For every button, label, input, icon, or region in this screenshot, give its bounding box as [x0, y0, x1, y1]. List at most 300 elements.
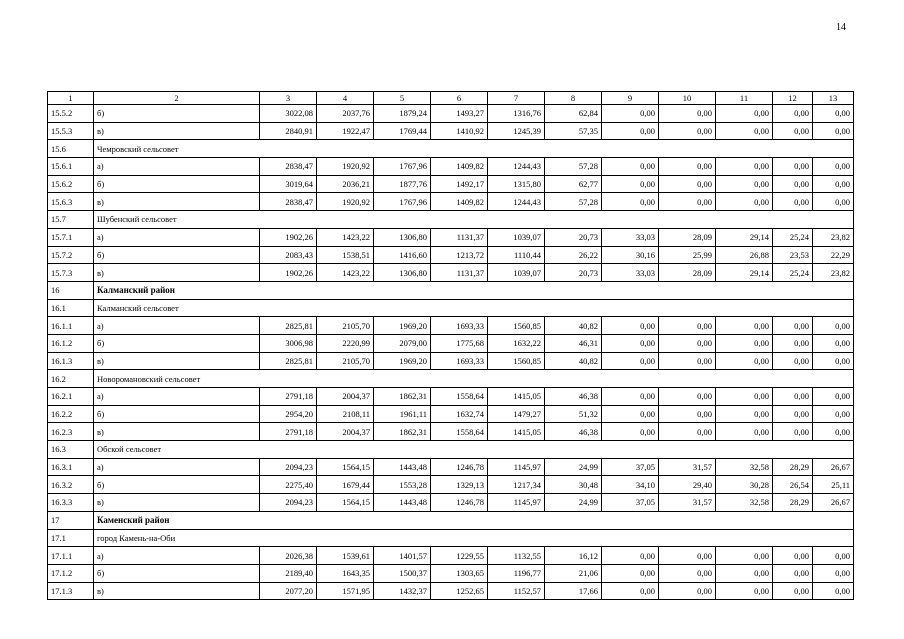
value-cell: 16,12 — [545, 547, 602, 565]
value-cell: 1767,96 — [374, 158, 431, 176]
row-code: 16.1.2 — [48, 334, 94, 352]
value-cell: 1492,17 — [431, 175, 488, 193]
value-cell: 2840,91 — [260, 122, 317, 140]
table-row — [48, 158, 854, 176]
table-row — [48, 405, 854, 423]
row-variant: в) — [94, 122, 260, 140]
value-cell: 26,22 — [545, 246, 602, 264]
value-cell: 1213,72 — [431, 246, 488, 264]
value-cell: 2189,40 — [260, 564, 317, 582]
value-cell: 2094,23 — [260, 494, 317, 512]
value-cell: 2083,43 — [260, 246, 317, 264]
value-cell: 46,38 — [545, 423, 602, 441]
value-cell: 1553,28 — [374, 476, 431, 494]
value-cell: 0,00 — [773, 158, 813, 176]
row-code: 17 — [48, 511, 94, 529]
value-cell: 2105,70 — [317, 317, 374, 335]
value-cell: 1423,22 — [317, 228, 374, 246]
column-header: 13 — [813, 92, 854, 105]
value-cell: 1479,27 — [488, 405, 545, 423]
section-row — [48, 140, 854, 158]
value-cell: 0,00 — [602, 352, 659, 370]
value-cell: 0,00 — [602, 405, 659, 423]
value-cell: 46,38 — [545, 388, 602, 406]
table-row — [48, 388, 854, 406]
page-number: 14 — [836, 22, 846, 33]
value-cell: 0,00 — [773, 122, 813, 140]
value-cell: 0,00 — [716, 405, 773, 423]
value-cell: 1303,65 — [431, 564, 488, 582]
section-row — [48, 281, 854, 299]
value-cell: 0,00 — [773, 105, 813, 123]
value-cell: 57,28 — [545, 193, 602, 211]
table-row — [48, 228, 854, 246]
section-row — [48, 211, 854, 229]
value-cell: 40,82 — [545, 352, 602, 370]
value-cell: 2791,18 — [260, 423, 317, 441]
value-cell: 1306,80 — [374, 264, 431, 282]
value-cell: 2838,47 — [260, 193, 317, 211]
value-cell: 3006,98 — [260, 334, 317, 352]
value-cell: 0,00 — [602, 122, 659, 140]
value-cell: 1131,37 — [431, 264, 488, 282]
value-cell: 17,66 — [545, 582, 602, 600]
value-cell: 31,57 — [659, 494, 716, 512]
value-cell: 2791,18 — [260, 388, 317, 406]
value-cell: 0,00 — [813, 423, 854, 441]
value-cell: 0,00 — [773, 317, 813, 335]
value-cell: 1229,55 — [431, 547, 488, 565]
value-cell: 1862,31 — [374, 388, 431, 406]
row-code: 16.3 — [48, 441, 94, 459]
section-title: Новоромановский сельсовет — [94, 370, 854, 388]
value-cell: 1132,55 — [488, 547, 545, 565]
value-cell: 1416,60 — [374, 246, 431, 264]
value-cell: 32,58 — [716, 494, 773, 512]
value-cell: 34,10 — [602, 476, 659, 494]
value-cell: 1217,34 — [488, 476, 545, 494]
table-row — [48, 122, 854, 140]
value-cell: 20,73 — [545, 228, 602, 246]
value-cell: 23,53 — [773, 246, 813, 264]
value-cell: 37,05 — [602, 458, 659, 476]
section-title: город Камень-на-Оби — [94, 529, 854, 547]
value-cell: 0,00 — [659, 105, 716, 123]
value-cell: 2079,00 — [374, 334, 431, 352]
table-row — [48, 564, 854, 582]
row-code: 16.1 — [48, 299, 94, 317]
value-cell: 20,73 — [545, 264, 602, 282]
value-cell: 1679,44 — [317, 476, 374, 494]
value-cell: 1969,20 — [374, 352, 431, 370]
value-cell: 1560,85 — [488, 317, 545, 335]
value-cell: 2077,20 — [260, 582, 317, 600]
row-code: 16.1.3 — [48, 352, 94, 370]
value-cell: 0,00 — [773, 405, 813, 423]
row-variant: а) — [94, 317, 260, 335]
section-row — [48, 370, 854, 388]
value-cell: 0,00 — [659, 158, 716, 176]
value-cell: 1922,47 — [317, 122, 374, 140]
table-row — [48, 423, 854, 441]
value-cell: 0,00 — [716, 582, 773, 600]
value-cell: 1693,33 — [431, 352, 488, 370]
column-header: 6 — [431, 92, 488, 105]
value-cell: 1401,57 — [374, 547, 431, 565]
row-code: 16.2.3 — [48, 423, 94, 441]
value-cell: 62,77 — [545, 175, 602, 193]
row-variant: в) — [94, 494, 260, 512]
value-cell: 29,40 — [659, 476, 716, 494]
value-cell: 1558,64 — [431, 388, 488, 406]
value-cell: 28,09 — [659, 228, 716, 246]
value-cell: 0,00 — [813, 388, 854, 406]
value-cell: 37,05 — [602, 494, 659, 512]
table-row — [48, 582, 854, 600]
row-code: 15.5.2 — [48, 105, 94, 123]
value-cell: 0,00 — [773, 193, 813, 211]
section-row — [48, 441, 854, 459]
value-cell: 0,00 — [813, 175, 854, 193]
value-cell: 1862,31 — [374, 423, 431, 441]
value-cell: 1315,80 — [488, 175, 545, 193]
table-row — [48, 334, 854, 352]
value-cell: 0,00 — [716, 175, 773, 193]
value-cell: 0,00 — [602, 317, 659, 335]
section-title: Калманский сельсовет — [94, 299, 854, 317]
value-cell: 0,00 — [813, 122, 854, 140]
value-cell: 0,00 — [659, 564, 716, 582]
value-cell: 0,00 — [813, 564, 854, 582]
value-cell: 1775,68 — [431, 334, 488, 352]
value-cell: 1244,43 — [488, 193, 545, 211]
value-cell: 0,00 — [773, 547, 813, 565]
row-code: 16.2.1 — [48, 388, 94, 406]
value-cell: 0,00 — [773, 334, 813, 352]
row-code: 16.2 — [48, 370, 94, 388]
tariff-table — [47, 91, 854, 600]
value-cell: 2954,20 — [260, 405, 317, 423]
value-cell: 1246,78 — [431, 494, 488, 512]
column-header: 5 — [374, 92, 431, 105]
value-cell: 0,00 — [716, 564, 773, 582]
value-cell: 1564,15 — [317, 458, 374, 476]
value-cell: 1564,15 — [317, 494, 374, 512]
value-cell: 57,35 — [545, 122, 602, 140]
value-cell: 0,00 — [659, 423, 716, 441]
table-row — [48, 458, 854, 476]
value-cell: 29,14 — [716, 264, 773, 282]
value-cell: 57,28 — [545, 158, 602, 176]
section-row — [48, 529, 854, 547]
value-cell: 26,54 — [773, 476, 813, 494]
value-cell: 1145,97 — [488, 494, 545, 512]
value-cell: 2026,38 — [260, 547, 317, 565]
value-cell: 0,00 — [716, 193, 773, 211]
column-header: 2 — [94, 92, 260, 105]
table-row — [48, 175, 854, 193]
value-cell: 1920,92 — [317, 193, 374, 211]
row-variant: б) — [94, 175, 260, 193]
value-cell: 28,29 — [773, 494, 813, 512]
value-cell: 2825,81 — [260, 352, 317, 370]
value-cell: 0,00 — [602, 158, 659, 176]
value-cell: 0,00 — [659, 547, 716, 565]
value-cell: 0,00 — [813, 193, 854, 211]
column-header: 7 — [488, 92, 545, 105]
value-cell: 0,00 — [602, 388, 659, 406]
value-cell: 0,00 — [659, 405, 716, 423]
value-cell: 1539,61 — [317, 547, 374, 565]
row-variant: в) — [94, 193, 260, 211]
value-cell: 26,67 — [813, 458, 854, 476]
value-cell: 22,29 — [813, 246, 854, 264]
value-cell: 1329,13 — [431, 476, 488, 494]
value-cell: 0,00 — [813, 352, 854, 370]
row-variant: а) — [94, 547, 260, 565]
row-code: 16.3.3 — [48, 494, 94, 512]
value-cell: 3019,64 — [260, 175, 317, 193]
value-cell: 29,14 — [716, 228, 773, 246]
value-cell: 1145,97 — [488, 458, 545, 476]
value-cell: 1316,76 — [488, 105, 545, 123]
value-cell: 1152,57 — [488, 582, 545, 600]
value-cell: 1500,37 — [374, 564, 431, 582]
value-cell: 1643,35 — [317, 564, 374, 582]
row-code: 16.2.2 — [48, 405, 94, 423]
table-row — [48, 105, 854, 123]
value-cell: 1423,22 — [317, 264, 374, 282]
value-cell: 62,84 — [545, 105, 602, 123]
value-cell: 1560,85 — [488, 352, 545, 370]
section-title: Шубенский сельсовет — [94, 211, 854, 229]
value-cell: 25,99 — [659, 246, 716, 264]
value-cell: 23,82 — [813, 228, 854, 246]
row-code: 15.5.3 — [48, 122, 94, 140]
value-cell: 2036,21 — [317, 175, 374, 193]
value-cell: 1558,64 — [431, 423, 488, 441]
value-cell: 1039,07 — [488, 264, 545, 282]
value-cell: 1902,26 — [260, 264, 317, 282]
value-cell: 0,00 — [716, 352, 773, 370]
row-code: 16.1.1 — [48, 317, 94, 335]
value-cell: 0,00 — [659, 193, 716, 211]
value-cell: 0,00 — [659, 175, 716, 193]
value-cell: 2220,99 — [317, 334, 374, 352]
row-code: 15.7 — [48, 211, 94, 229]
value-cell: 25,11 — [813, 476, 854, 494]
row-code: 17.1.2 — [48, 564, 94, 582]
value-cell: 1767,96 — [374, 193, 431, 211]
value-cell: 1632,22 — [488, 334, 545, 352]
section-row — [48, 299, 854, 317]
value-cell: 1306,80 — [374, 228, 431, 246]
row-variant: а) — [94, 228, 260, 246]
value-cell: 0,00 — [773, 423, 813, 441]
value-cell: 2275,40 — [260, 476, 317, 494]
value-cell: 1902,26 — [260, 228, 317, 246]
value-cell: 0,00 — [773, 582, 813, 600]
section-title: Обской сельсовет — [94, 441, 854, 459]
value-cell: 0,00 — [659, 352, 716, 370]
value-cell: 1879,24 — [374, 105, 431, 123]
value-cell: 0,00 — [602, 582, 659, 600]
value-cell: 1415,05 — [488, 388, 545, 406]
value-cell: 0,00 — [602, 547, 659, 565]
row-variant: б) — [94, 105, 260, 123]
table-row — [48, 193, 854, 211]
value-cell: 1571,95 — [317, 582, 374, 600]
row-code: 15.7.2 — [48, 246, 94, 264]
value-cell: 30,48 — [545, 476, 602, 494]
value-cell: 28,09 — [659, 264, 716, 282]
value-cell: 1969,20 — [374, 317, 431, 335]
value-cell: 1244,43 — [488, 158, 545, 176]
row-variant: б) — [94, 405, 260, 423]
value-cell: 1196,77 — [488, 564, 545, 582]
value-cell: 0,00 — [813, 405, 854, 423]
value-cell: 2825,81 — [260, 317, 317, 335]
row-code: 17.1.1 — [48, 547, 94, 565]
value-cell: 32,58 — [716, 458, 773, 476]
row-code: 16.3.2 — [48, 476, 94, 494]
row-variant: б) — [94, 564, 260, 582]
value-cell: 2838,47 — [260, 158, 317, 176]
table-row — [48, 317, 854, 335]
value-cell: 0,00 — [659, 122, 716, 140]
table-row — [48, 476, 854, 494]
column-header: 1 — [48, 92, 94, 105]
value-cell: 33,03 — [602, 264, 659, 282]
value-cell: 0,00 — [602, 105, 659, 123]
table-row — [48, 352, 854, 370]
value-cell: 0,00 — [716, 334, 773, 352]
value-cell: 25,24 — [773, 228, 813, 246]
value-cell: 0,00 — [659, 582, 716, 600]
value-cell: 0,00 — [602, 423, 659, 441]
value-cell: 0,00 — [773, 564, 813, 582]
column-header: 10 — [659, 92, 716, 105]
value-cell: 2004,37 — [317, 388, 374, 406]
row-variant: б) — [94, 334, 260, 352]
value-cell: 1693,33 — [431, 317, 488, 335]
value-cell: 28,29 — [773, 458, 813, 476]
value-cell: 21,06 — [545, 564, 602, 582]
value-cell: 26,88 — [716, 246, 773, 264]
value-cell: 24,99 — [545, 494, 602, 512]
value-cell: 0,00 — [813, 582, 854, 600]
row-code: 15.7.3 — [48, 264, 94, 282]
table-body — [48, 92, 854, 600]
value-cell: 1443,48 — [374, 494, 431, 512]
row-code: 16.3.1 — [48, 458, 94, 476]
value-cell: 0,00 — [659, 388, 716, 406]
value-cell: 0,00 — [659, 334, 716, 352]
value-cell: 1410,92 — [431, 122, 488, 140]
section-row — [48, 511, 854, 529]
value-cell: 2037,76 — [317, 105, 374, 123]
value-cell: 2094,23 — [260, 458, 317, 476]
value-cell: 31,57 — [659, 458, 716, 476]
value-cell: 23,82 — [813, 264, 854, 282]
value-cell: 1443,48 — [374, 458, 431, 476]
value-cell: 0,00 — [602, 193, 659, 211]
value-cell: 0,00 — [773, 175, 813, 193]
value-cell: 1039,07 — [488, 228, 545, 246]
value-cell: 0,00 — [602, 175, 659, 193]
value-cell: 51,32 — [545, 405, 602, 423]
row-variant: б) — [94, 476, 260, 494]
header-row — [48, 92, 854, 105]
value-cell: 1769,44 — [374, 122, 431, 140]
value-cell: 2004,37 — [317, 423, 374, 441]
value-cell: 1538,51 — [317, 246, 374, 264]
row-code: 16 — [48, 281, 94, 299]
table-row — [48, 494, 854, 512]
value-cell: 1877,76 — [374, 175, 431, 193]
row-code: 15.6.3 — [48, 193, 94, 211]
column-header: 8 — [545, 92, 602, 105]
row-variant: в) — [94, 352, 260, 370]
row-code: 15.7.1 — [48, 228, 94, 246]
column-header: 12 — [773, 92, 813, 105]
value-cell: 46,31 — [545, 334, 602, 352]
value-cell: 1961,11 — [374, 405, 431, 423]
value-cell: 1432,37 — [374, 582, 431, 600]
value-cell: 40,82 — [545, 317, 602, 335]
value-cell: 0,00 — [659, 317, 716, 335]
value-cell: 0,00 — [602, 334, 659, 352]
value-cell: 0,00 — [813, 317, 854, 335]
value-cell: 0,00 — [602, 564, 659, 582]
value-cell: 30,16 — [602, 246, 659, 264]
section-title: Калманский район — [94, 281, 854, 299]
value-cell: 1110,44 — [488, 246, 545, 264]
row-code: 17.1 — [48, 529, 94, 547]
row-variant: в) — [94, 423, 260, 441]
column-header: 9 — [602, 92, 659, 105]
value-cell: 26,67 — [813, 494, 854, 512]
value-cell: 2105,70 — [317, 352, 374, 370]
row-variant: б) — [94, 246, 260, 264]
value-cell: 0,00 — [716, 388, 773, 406]
row-code: 15.6.1 — [48, 158, 94, 176]
value-cell: 0,00 — [716, 158, 773, 176]
value-cell: 1131,37 — [431, 228, 488, 246]
value-cell: 0,00 — [813, 547, 854, 565]
value-cell: 0,00 — [813, 334, 854, 352]
row-variant: а) — [94, 158, 260, 176]
value-cell: 0,00 — [716, 105, 773, 123]
row-code: 15.6.2 — [48, 175, 94, 193]
table-row — [48, 547, 854, 565]
value-cell: 1252,65 — [431, 582, 488, 600]
value-cell: 0,00 — [716, 122, 773, 140]
section-title: Каменский район — [94, 511, 854, 529]
column-header: 3 — [260, 92, 317, 105]
table-row — [48, 246, 854, 264]
value-cell: 1632,74 — [431, 405, 488, 423]
row-variant: а) — [94, 458, 260, 476]
value-cell: 0,00 — [716, 423, 773, 441]
section-title: Чемровский сельсовет — [94, 140, 854, 158]
value-cell: 30,28 — [716, 476, 773, 494]
value-cell: 1245,39 — [488, 122, 545, 140]
value-cell: 2108,11 — [317, 405, 374, 423]
table-row — [48, 264, 854, 282]
row-code: 15.6 — [48, 140, 94, 158]
value-cell: 0,00 — [716, 317, 773, 335]
